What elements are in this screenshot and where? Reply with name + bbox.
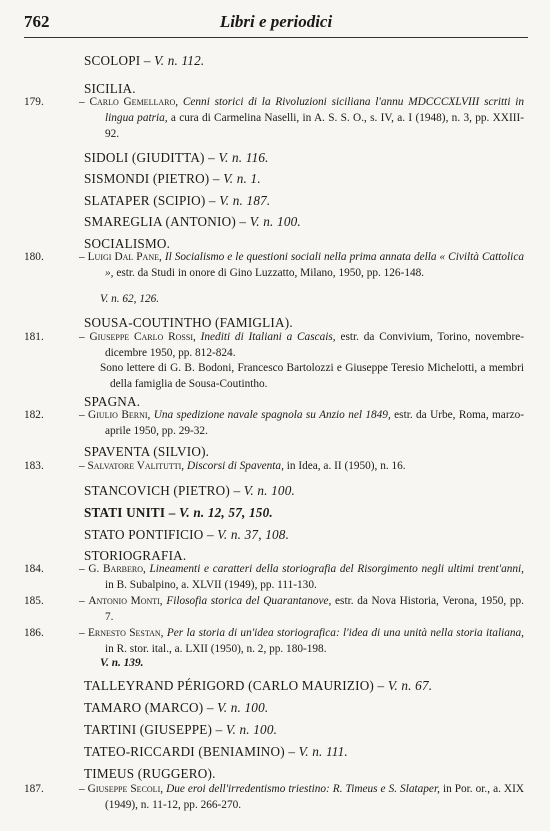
author: Salvatore Valitutti, (87, 460, 185, 472)
entry-184: 184. – G. Barbero, Lineamenti e caratteri della storiografia del Risorgimento negli ultimi trent'anni, in B. Subalpino, a. XLVII (1949), pp. 111-130. (24, 563, 524, 591)
entry-183: 183. – Salvatore Valitutti, Discorsi di Spaventa, in Idea, a. II (1950), n. 16. (24, 460, 406, 472)
work-title: Due eroi dell'irredentismo triestino: R. Timeus e S. Slataper, (166, 783, 440, 795)
heading-tartini: TARTINI (GIUSEPPE) – V. n. 100. (84, 722, 278, 737)
work-title: Per la storia di un'idea storiografica: l'idea di una unità nella storia italiana, (166, 627, 524, 639)
heading-stancovich: STANCOVICH (PIETRO) – V. n. 100. (84, 483, 295, 498)
entry-number: 179. (24, 96, 44, 108)
heading-sismondi: SISMONDI (PIETRO) – V. n. 1. (84, 171, 261, 186)
entry-187: 187. – Giuseppe Secoli, Due eroi dell'irredentismo triestino: R. Timeus e S. Slataper, in Por. or., a. XIX (1949), n. 11-12, pp. 266-270. (24, 783, 525, 811)
running-title: Libri e periodici (219, 12, 333, 31)
entry-180: 180. – Luigi Dal Pane, Il Socialismo e le questioni sociali nella prima annata della « Civiltà Cattolica », estr. da Studi in onore di Gino Luzzatto, Milano, 1950, pp. 126-148. (24, 251, 524, 279)
work-title: Lineamenti e caratteri della storiografia del Risorgimento negli ultimi trent'anni, (149, 563, 524, 575)
entry-179: 179. – Carlo Gemellaro, Cenni storici di la Rivoluzioni siciliana l'annu MDCCCXLVIII scritti in lingua patria, a cura di Carmelina Naselli, in A. S. S. O., s. IV, a. I (1948), n. 3, pp. XXIII-92. (24, 96, 525, 140)
heading-sousa: SOUSA-COUTINTHO (FAMIGLIA). (84, 315, 293, 330)
heading-sicilia: SICILIA. (84, 81, 136, 96)
entry-182: 182. – Giulio Berni, Una spedizione navale spagnola su Anzio nel 1849, estr. da Urbe, Roma, marzo-aprile 1950, pp. 29-32. (24, 409, 525, 437)
entry-181: 181. – Giuseppe Carlo Rossi, Inediti di Italiani a Cascais, estr. da Convivium, Torino, novembre-dicembre 1950, pp. 812-824. (24, 331, 524, 359)
heading-slataper: SLATAPER (SCIPIO) – V. n. 187. (84, 193, 271, 208)
entry-186: 186. – Ernesto Sestan, Per la storia di un'idea storiografica: l'idea di una unità nella storia italiana, in R. stor. ital., a. LXII (1950), n. 2, pp. 180-198. (24, 627, 524, 655)
author: Carlo Gemellaro, (89, 96, 179, 108)
heading-tamaro: TAMARO (MARCO) – V. n. 100. (84, 700, 269, 715)
entry-185: 185. – Antonio Monti, Filosofia storica del Quarantanove, estr. da Nova Historia, Verona, 1950, pp. 7. (24, 595, 525, 623)
header-rule (24, 37, 528, 38)
heading-stato-pontificio: STATO PONTIFICIO – V. n. 37, 108. (84, 527, 290, 542)
cross-reference: V. n. 112. (154, 53, 205, 68)
work-title: Filosofia storica del Quarantanove, (166, 595, 332, 607)
author: G. Barbero, (88, 563, 146, 575)
heading-socialismo: SOCIALISMO. (84, 236, 171, 251)
heading-storiografia: STORIOGRAFIA. (84, 548, 187, 563)
heading-sidoli: SIDOLI (GIUDITTA) – V. n. 116. (84, 150, 269, 165)
author: Luigi Dal Pane, (87, 251, 162, 263)
publication-details: a cura di Carmelina Naselli, in A. S. S. O., s. IV, a. I (1948), n. 3, pp. XXIII-92. (105, 111, 525, 140)
heading-scolopi: SCOLOPI – V. n. 112. (84, 53, 205, 68)
heading-spagna: SPAGNA. (84, 394, 141, 409)
heading-tateo-riccardi: TATEO-RICCARDI (BENIAMINO) – V. n. 111. (84, 744, 348, 759)
work-title: Il Socialismo e le questioni sociali nella prima annata della « Civiltà Cattolica », (105, 251, 524, 279)
heading-timeus: TIMEUS (RUGGERO). (84, 766, 216, 781)
author: Giulio Berni, (88, 409, 151, 421)
heading-smareglia: SMAREGLIA (ANTONIO) – V. n. 100. (84, 214, 301, 229)
page-header (24, 12, 528, 38)
entry-181-note: Sono lettere di G. B. Bodoni, Francesco Bartolozzi e Giuseppe Teresio Michelotti, a membri della famiglia de Sousa-Coutintho. (100, 362, 524, 390)
author: Giuseppe Secoli, (87, 783, 164, 795)
cross-reference-186: V. n. 139. (100, 657, 144, 669)
author: Antonio Monti, (88, 595, 163, 607)
author: Giuseppe Carlo Rossi, (89, 331, 196, 343)
author: Ernesto Sestan, (88, 627, 164, 639)
work-title: Inediti di Italiani a Cascais, (200, 331, 336, 343)
heading-name: SCOLOPI (84, 53, 141, 68)
heading-stati-uniti: STATI UNITI – V. n. 12, 57, 150. (84, 505, 273, 520)
work-title: Una spedizione navale spagnola su Anzio nel 1849, (153, 409, 391, 421)
cross-reference-180: V. n. 62, 126. (100, 293, 160, 305)
work-title: Cenni storici di la Rivoluzioni siciliana l'annu MDCCCXLVIII scritti in lingua patria, (105, 96, 525, 124)
heading-talleyrand: TALLEYRAND PÉRIGORD (CARLO MAURIZIO) – V. n. 67. (84, 678, 433, 693)
work-title: Discorsi di Spaventa, (186, 460, 284, 472)
page-number: 762 (24, 12, 50, 31)
heading-spaventa: SPAVENTA (SILVIO). (84, 444, 210, 459)
